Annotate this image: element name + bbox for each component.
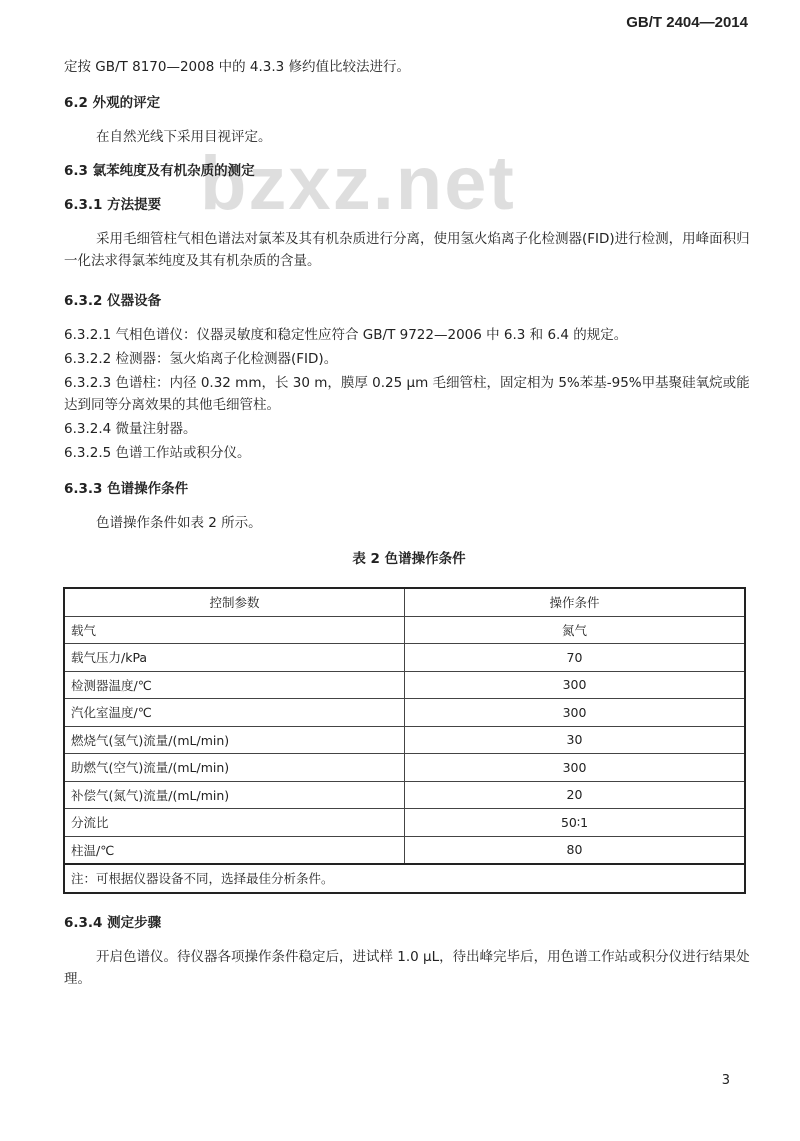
param-cell: 补偿气(氮气)流量/(mL/min) <box>64 781 405 809</box>
param-cell: 燃烧气(氢气)流量/(mL/min) <box>64 726 405 754</box>
conditions-table <box>63 587 746 894</box>
table-header-row <box>64 588 745 616</box>
table-row <box>64 781 745 809</box>
value-cell: 20 <box>405 781 746 809</box>
param-cell: 载气压力/kPa <box>64 644 405 672</box>
table-row <box>64 726 745 754</box>
item-6-3-2-4: 6.3.2.4 微量注射器。 <box>64 421 197 437</box>
item-6-3-2-2: 6.3.2.2 检测器：氢火焰离子化检测器(FID)。 <box>64 351 338 367</box>
value-cell: 80 <box>405 836 746 864</box>
table-row <box>64 809 745 837</box>
value-cell: 300 <box>405 754 746 782</box>
page-number: 3 <box>721 1073 730 1088</box>
section-6-2-heading: 6.2 外观的评定 <box>64 95 161 111</box>
param-cell: 分流比 <box>64 809 405 837</box>
param-cell: 柱温/℃ <box>64 836 405 864</box>
standard-number: GB/T 2404—2014 <box>626 14 748 31</box>
value-cell: 30 <box>405 726 746 754</box>
table-row <box>64 754 745 782</box>
table-row <box>64 836 745 864</box>
table-note-row <box>64 864 745 893</box>
table-row <box>64 644 745 672</box>
value-cell: 300 <box>405 699 746 727</box>
param-cell: 助燃气(空气)流量/(mL/min) <box>64 754 405 782</box>
table-header-condition: 操作条件 <box>405 588 746 616</box>
value-cell: 50∶1 <box>405 809 746 837</box>
section-6-3-3-text: 色谱操作条件如表 2 所示。 <box>96 515 262 531</box>
value-cell: 氮气 <box>405 616 746 644</box>
value-cell: 70 <box>405 644 746 672</box>
table-row <box>64 671 745 699</box>
table-row <box>64 699 745 727</box>
section-6-3-4-text: 开启色谱仪。待仪器各项操作条件稳定后，进试样 1.0 μL，待出峰完毕后，用色谱工作站或积分仪进行结果处理。 <box>64 949 750 987</box>
section-6-3-1-heading: 6.3.1 方法提要 <box>64 197 162 213</box>
section-6-3-heading: 6.3 氯苯纯度及有机杂质的测定 <box>64 163 255 179</box>
param-cell: 载气 <box>64 616 405 644</box>
section-6-3-1-text: 采用毛细管柱气相色谱法对氯苯及其有机杂质进行分离，使用氢火焰离子化检测器(FID)进行检测，用峰面积归一化法求得氯苯纯度及其有机杂质的含量。 <box>64 231 750 269</box>
watermark: bzxz.net <box>200 141 516 226</box>
section-6-3-3-heading: 6.3.3 色谱操作条件 <box>64 481 189 497</box>
param-cell: 检测器温度/℃ <box>64 671 405 699</box>
item-6-3-2-5: 6.3.2.5 色谱工作站或积分仪。 <box>64 445 251 461</box>
item-6-3-2-1: 6.3.2.1 气相色谱仪：仪器灵敏度和稳定性应符合 GB/T 9722—2006 中 6.3 和 6.4 的规定。 <box>64 327 628 343</box>
table-note: 注：可根据仪器设备不同，选择最佳分析条件。 <box>64 864 745 893</box>
table-header-param: 控制参数 <box>64 588 405 616</box>
continued-paragraph: 定按 GB/T 8170—2008 中的 4.3.3 修约值比较法进行。 <box>64 59 411 75</box>
section-6-3-4-heading: 6.3.4 测定步骤 <box>64 915 162 931</box>
section-6-3-2-heading: 6.3.2 仪器设备 <box>64 293 162 309</box>
item-6-3-2-3: 6.3.2.3 色谱柱：内径 0.32 mm，长 30 m，膜厚 0.25 μm 毛细管柱，固定相为 5%苯基-95%甲基聚硅氧烷或能达到同等分离效果的其他毛细管柱。 <box>64 375 750 413</box>
table-row <box>64 616 745 644</box>
section-6-2-text: 在自然光线下采用目视评定。 <box>96 129 272 145</box>
value-cell: 300 <box>405 671 746 699</box>
table-caption: 表 2 色谱操作条件 <box>352 551 466 567</box>
param-cell: 汽化室温度/℃ <box>64 699 405 727</box>
